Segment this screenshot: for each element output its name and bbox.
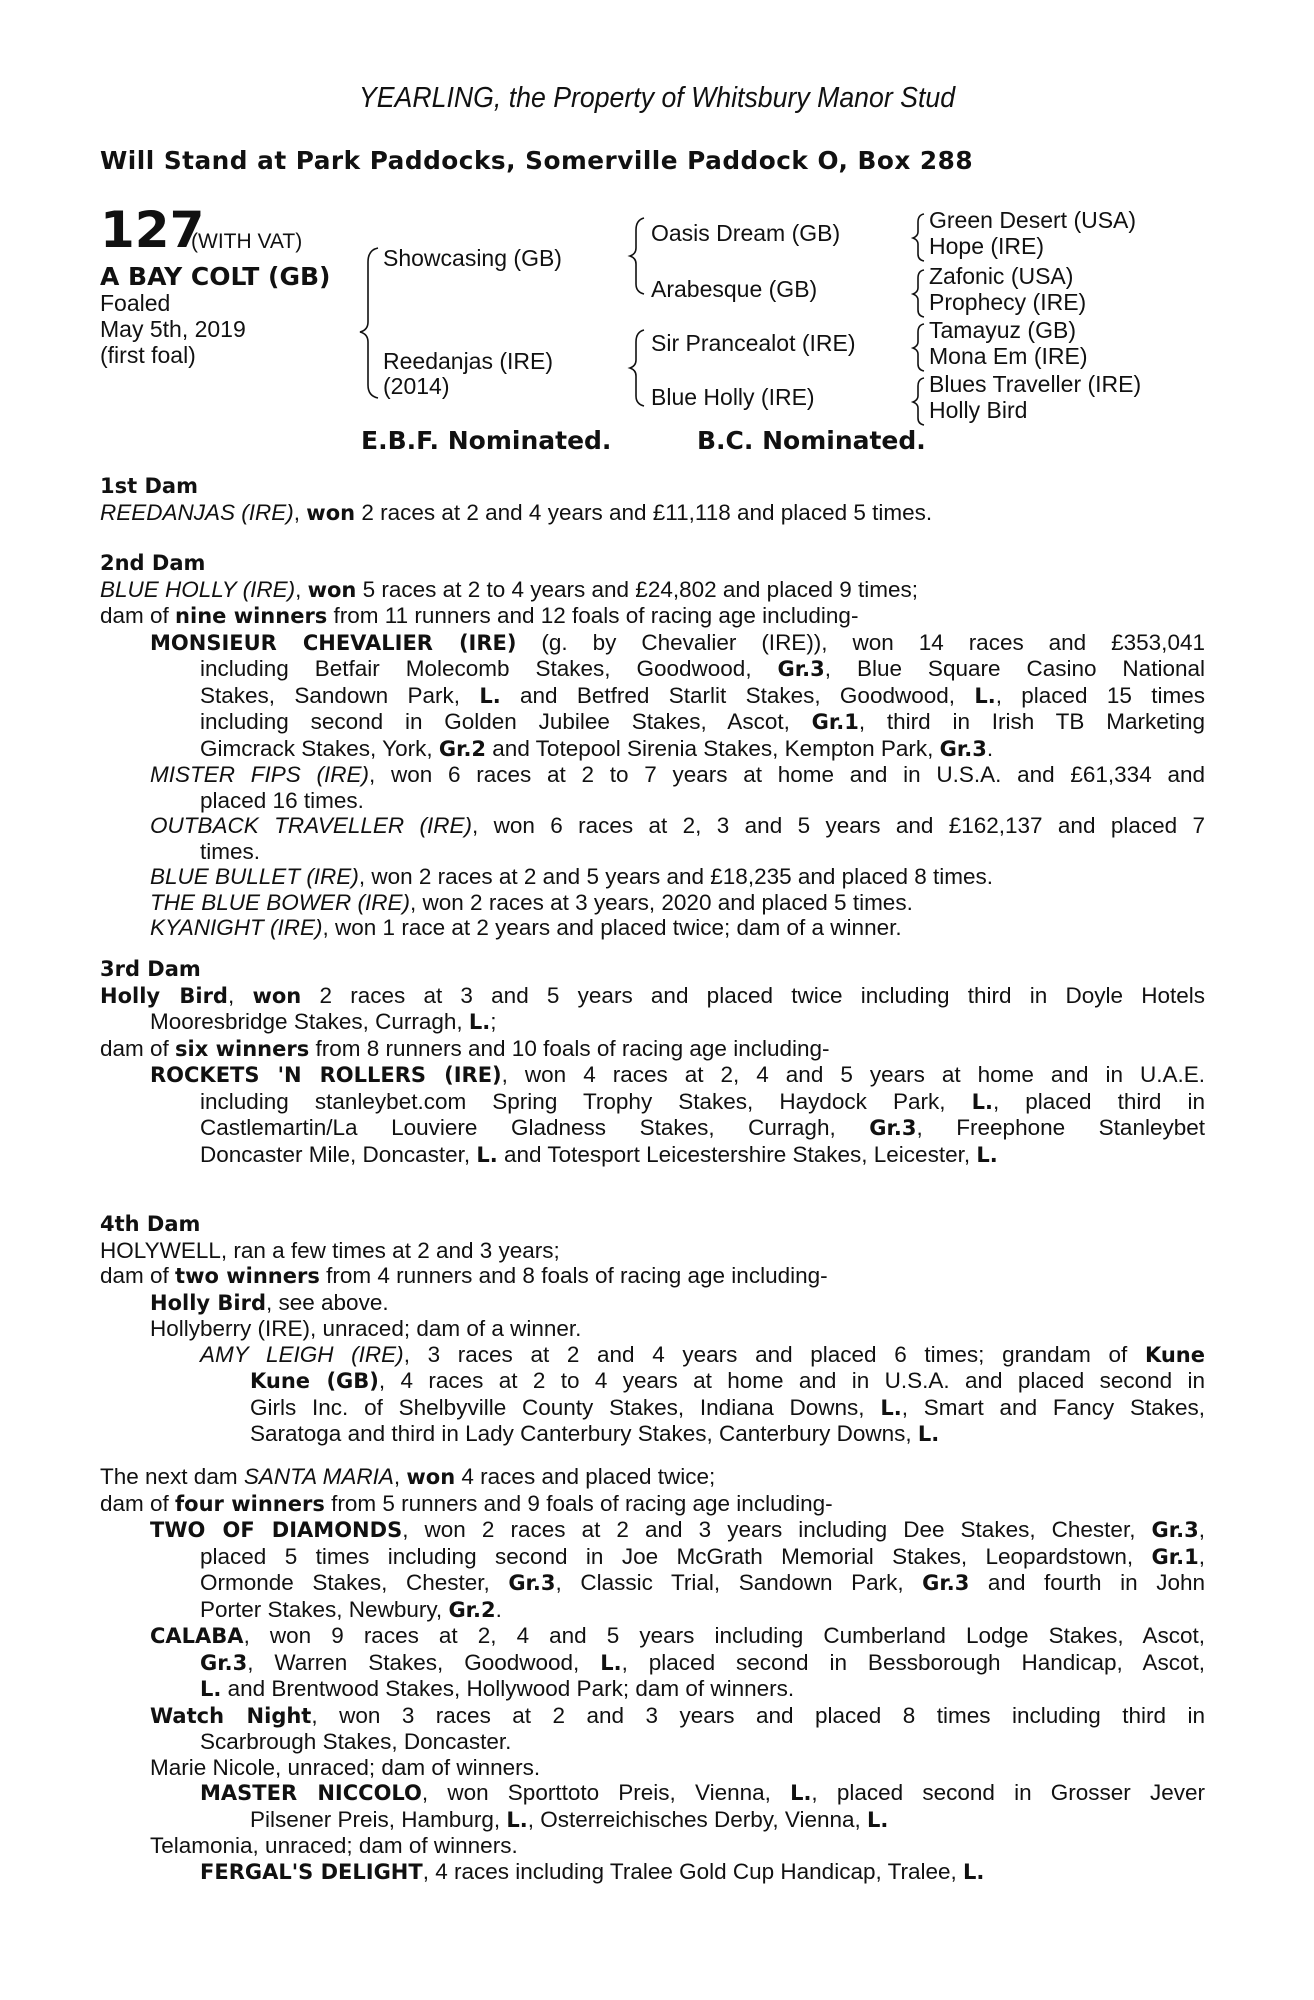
progeny-line: [100, 1807, 1205, 1834]
ebf-nominated: E.B.F. Nominated.: [361, 426, 612, 455]
text: , see above.: [266, 1289, 389, 1315]
text: , 4 races including Tralee Gold Cup Handicap, Tralee,: [422, 1858, 964, 1884]
text: ,: [393, 1464, 407, 1489]
foal-note: (first foal): [100, 342, 196, 368]
grade: L.: [506, 1807, 528, 1832]
grade: L.: [479, 683, 501, 708]
text: including second in Golden Jubilee Stakes, Ascot,: [200, 709, 812, 734]
winners-count: nine winners: [175, 604, 328, 628]
progeny-line: [100, 762, 1205, 788]
progeny-line: [100, 1703, 1205, 1730]
grade: L.: [974, 683, 996, 708]
horse-name: Watch Night: [150, 1703, 312, 1728]
third-dam-section: [100, 957, 1205, 1168]
text: Doncaster Mile, Doncaster,: [200, 1141, 477, 1167]
progeny-line: [100, 630, 1205, 657]
text: Castlemartin/La Louviere Gladness Stakes, Curragh,: [200, 1115, 870, 1140]
lot-number: 127: [100, 201, 205, 259]
text: and Betfred Starlit Stakes, Goodwood,: [500, 682, 975, 708]
text: dam of: [100, 1263, 176, 1288]
third-dam-record: Holly Bird, won 2 races at 3 and 5 years and placed twice including third in Doyle Hotels: [100, 982, 1205, 1008]
section-heading: 3rd Dam: [100, 957, 201, 981]
text: Stakes, Sandown Park,: [200, 682, 480, 708]
foaled-date: May 5th, 2019: [100, 316, 246, 342]
text: from 8 runners and 10 foals of racing age including-: [309, 1035, 830, 1061]
text: , placed second in Bessborough Handicap, Ascot,: [621, 1649, 1205, 1675]
horse-name: FERGAL'S DELIGHT: [200, 1859, 423, 1884]
horse-name: Kune: [1144, 1342, 1205, 1367]
horse-name: OUTBACK TRAVELLER (IRE): [150, 813, 473, 838]
text: The next dam: [100, 1464, 244, 1489]
produce-summary: [100, 1491, 1205, 1518]
grade: Gr.3: [939, 736, 987, 761]
next-dam-record: [100, 1464, 1205, 1491]
grade: L.: [476, 1142, 498, 1167]
grade: Gr.3: [869, 1116, 917, 1140]
winners-count: two winners: [175, 1264, 320, 1288]
progeny-line: [100, 1517, 1205, 1544]
text: , 4 races at 2 to 4 years at home and in U.S.A. and placed second in: [378, 1368, 1206, 1393]
text: , won 2 races at 3 years, 2020 and placed 5 times.: [410, 889, 913, 915]
record-text: 5 races at 2 to 4 years and £24,802 and placed 9 times;: [356, 576, 919, 602]
text: and Totesport Leicestershire Stakes, Leicester,: [497, 1141, 977, 1167]
progeny-line: [100, 1089, 1205, 1116]
progeny-line: [100, 709, 1205, 736]
grade: Gr.3: [777, 657, 825, 681]
brace-gen3-1: [913, 214, 924, 261]
gen3-4: Prophecy (IRE): [929, 289, 1087, 315]
text: from 5 runners and 9 foals of racing age including-: [324, 1490, 833, 1516]
text: , won 9 races at 2, 4 and 5 years including Cumberland Lodge Stakes, Ascot,: [243, 1623, 1205, 1648]
progeny-line: Scarbrough Stakes, Doncaster.: [200, 1729, 512, 1754]
grade: Gr.2: [448, 1597, 496, 1622]
text: dam of: [100, 1490, 176, 1516]
grade: Gr.1: [1151, 1544, 1199, 1569]
text: ;: [490, 1009, 497, 1034]
text: including stanleybet.com Spring Trophy Stakes, Haydock Park,: [200, 1088, 972, 1114]
text: Saratoga and third in Lady Canterbury Stakes, Canterbury Downs,: [250, 1421, 918, 1446]
grade: L.: [917, 1422, 940, 1446]
progeny-line: [100, 683, 1205, 710]
brace-gen2-dam: [630, 330, 644, 406]
text: ,: [1198, 1543, 1205, 1569]
grade: Gr.1: [811, 710, 859, 734]
text: , won 2 races at 2 and 3 years including Dee Stakes, Chester,: [402, 1517, 1152, 1542]
bc-nominated: B.C. Nominated.: [697, 426, 926, 455]
progeny-line: [100, 1597, 1205, 1624]
horse-name: MASTER NICCOLO: [200, 1781, 422, 1805]
section-heading: 2nd Dam: [100, 551, 206, 575]
horse-name: Kune (GB): [250, 1369, 379, 1393]
gen3-6: Mona Em (IRE): [929, 343, 1088, 369]
horse-name: Holly Bird: [100, 983, 228, 1008]
winners-count: four winners: [175, 1491, 325, 1516]
text: , placed third in: [992, 1088, 1205, 1114]
progeny-line: Marie Nicole, unraced; dam of winners.: [150, 1754, 541, 1780]
progeny-line: [100, 813, 1205, 839]
text: , Smart and Fancy Stakes,: [901, 1394, 1205, 1420]
dam: Reedanjas (IRE): [383, 348, 554, 374]
progeny-line: [100, 864, 1205, 890]
next-dam-section: [100, 1464, 1205, 1885]
progeny-line: [100, 1421, 1205, 1448]
dam-dam: Blue Holly (IRE): [651, 384, 815, 410]
progeny-line: [100, 890, 1205, 916]
gen3-3: Zafonic (USA): [929, 263, 1074, 289]
won-label: won: [306, 500, 356, 525]
progeny-line: placed 16 times.: [200, 787, 364, 813]
text: , won 2 races at 2 and 5 years and £18,235 and placed 8 times.: [358, 864, 993, 889]
second-dam-section: [100, 551, 1205, 941]
horse-name: REEDANJAS (IRE): [100, 499, 294, 525]
progeny-line: [100, 1650, 1205, 1677]
grade: L.: [790, 1781, 812, 1805]
horse-name: MISTER FIPS (IRE): [150, 762, 369, 787]
progeny-line: [100, 1623, 1205, 1650]
text: , won 3 races at 2 and 3 years and placed 8 times including third in: [311, 1702, 1205, 1728]
section-heading: 4th Dam: [100, 1212, 201, 1236]
text: and Brentwood Stakes, Hollywood Park; dam of winners.: [221, 1676, 795, 1701]
text: , placed second in Grosser Jever: [811, 1780, 1205, 1805]
text: Pilsener Preis, Hamburg,: [250, 1806, 507, 1832]
text: , won 6 races at 2 to 7 years at home and in U.S.A. and £61,334 and: [368, 762, 1205, 787]
text: , won 6 races at 2, 3 and 5 years and £162,137 and placed 7: [472, 813, 1205, 838]
foaled-label: Foaled: [100, 290, 171, 316]
horse-name: BLUE HOLLY (IRE): [100, 576, 296, 602]
horse-name: CALABA: [150, 1624, 244, 1648]
horse-name: TWO OF DIAMONDS: [150, 1518, 403, 1542]
text: , placed 15 times: [995, 682, 1205, 708]
brace-gen3-4: [913, 378, 924, 425]
record-text: 2 races at 2 and 4 years and £11,118 and placed 5 times.: [355, 499, 933, 525]
won-label: won: [307, 577, 357, 602]
text: from 4 runners and 8 foals of racing age including-: [319, 1263, 828, 1288]
progeny-line: [100, 1115, 1205, 1142]
progeny-line: [100, 1142, 1205, 1169]
text: placed 5 times including second in Joe McGrath Memorial Stakes, Leopardstown,: [200, 1543, 1152, 1569]
grade: L.: [976, 1142, 998, 1167]
gen3-2: Hope (IRE): [929, 233, 1045, 259]
grade: Gr.2: [438, 736, 487, 761]
text: Girls Inc. of Shelbyville County Stakes, Indiana Downs,: [250, 1394, 881, 1420]
first-dam-record: REEDANJAS (IRE), won 2 races at 2 and 4 years and £11,118 and placed 5 times.: [100, 499, 933, 525]
text: , third in Irish TB Marketing: [858, 709, 1206, 734]
section-heading: 1st Dam: [100, 474, 198, 498]
grade: Gr.3: [922, 1571, 970, 1595]
text: Gimcrack Stakes, York,: [200, 735, 439, 761]
text: dam of: [100, 603, 176, 628]
won-label: won: [252, 983, 302, 1008]
horse-name: THE BLUE BOWER (IRE): [150, 889, 411, 915]
horse-name: KYANIGHT (IRE): [150, 915, 323, 940]
first-dam-section: [100, 474, 1205, 526]
text: from 11 runners and 12 foals of racing age including-: [327, 603, 859, 628]
text: , Classic Trial, Sandown Park,: [555, 1570, 923, 1595]
record-line: [100, 1009, 1205, 1036]
text: 4 races and placed twice;: [455, 1464, 716, 1489]
lot-description: A BAY COLT (GB): [100, 262, 331, 291]
progeny-line: times.: [200, 838, 261, 864]
grade: Gr.3: [1151, 1518, 1199, 1542]
progeny-line: [100, 1859, 1205, 1886]
progeny-line: Hollyberry (IRE), unraced; dam of a winner.: [150, 1316, 582, 1341]
sire-sire: Oasis Dream (GB): [651, 220, 841, 246]
horse-name: BLUE BULLET (IRE): [150, 864, 359, 889]
brace-gen3-3: [913, 324, 924, 371]
sire: Showcasing (GB): [383, 245, 562, 271]
grade: L.: [880, 1395, 902, 1420]
sire-dam: Arabesque (GB): [651, 276, 818, 302]
text: Porter Stakes, Newbury,: [200, 1596, 449, 1622]
text: , Blue Square Casino National: [824, 656, 1205, 681]
gen3-5: Tamayuz (GB): [929, 317, 1076, 343]
horse-name: ROCKETS 'N ROLLERS (IRE): [150, 1063, 502, 1087]
grade: L.: [468, 1010, 491, 1034]
text: including Betfair Molecomb Stakes, Goodwood,: [200, 656, 778, 681]
progeny-line: [100, 1342, 1205, 1369]
text: , won 4 races at 2, 4 and 5 years at home and in U.A.E.: [501, 1062, 1206, 1087]
gen3-8: Holly Bird: [929, 397, 1028, 423]
second-dam-record: BLUE HOLLY (IRE), won 5 races at 2 to 4 years and £24,802 and placed 9 times;: [100, 576, 919, 602]
progeny-line: [100, 736, 1205, 763]
brace-gen2-sire: [630, 218, 644, 294]
gen3-7: Blues Traveller (IRE): [929, 371, 1142, 397]
vat-note: (WITH VAT): [191, 230, 303, 253]
catalogue-title: YEARLING, the Property of Whitsbury Manor Stud: [358, 82, 956, 114]
progeny-line: [100, 1395, 1205, 1422]
progeny-line: [100, 1570, 1205, 1597]
text: .: [495, 1596, 502, 1622]
progeny-line: [100, 1062, 1205, 1089]
progeny-line: Telamonia, unraced; dam of winners.: [150, 1833, 518, 1858]
text: Mooresbridge Stakes, Curragh,: [150, 1009, 469, 1034]
dam-year: (2014): [383, 373, 450, 399]
text: , Freephone Stanleybet: [916, 1115, 1205, 1140]
grade: Gr.3: [200, 1650, 248, 1675]
grade: L.: [963, 1859, 985, 1884]
brace-gen3-2: [913, 270, 924, 317]
text: and fourth in John: [969, 1570, 1205, 1595]
horse-name: SANTA MARIA: [243, 1464, 394, 1489]
dam-sire: Sir Prancealot (IRE): [651, 330, 856, 356]
horse-name: MONSIEUR CHEVALIER (IRE): [150, 630, 517, 655]
progeny-line: [100, 1290, 1205, 1317]
gen3-1: Green Desert (USA): [929, 207, 1137, 233]
grade: Gr.3: [508, 1571, 556, 1595]
grade: L.: [971, 1089, 993, 1114]
text: , 3 races at 2 and 4 years and placed 6 times; grandam of: [403, 1341, 1145, 1367]
produce-summary: [100, 1263, 1205, 1290]
progeny-line: [100, 1368, 1205, 1395]
grade: L.: [867, 1807, 889, 1832]
text: (g. by Chevalier (IRE)), won 14 races and £353,041: [516, 629, 1205, 655]
grade: L.: [600, 1650, 622, 1675]
progeny-line: [100, 656, 1205, 683]
text: dam of: [100, 1035, 176, 1061]
produce-summary: [100, 603, 1205, 630]
horse-name: AMY LEIGH (IRE): [200, 1341, 404, 1367]
produce-summary: [100, 1036, 1205, 1063]
text: , won Sporttoto Preis, Vienna,: [421, 1780, 791, 1805]
text: , Warren Stakes, Goodwood,: [247, 1649, 601, 1675]
won-label: won: [406, 1465, 456, 1489]
progeny-line: [100, 1780, 1205, 1807]
fourth-dam-section: [100, 1212, 1205, 1448]
text: and Totepool Sirenia Stakes, Kempton Park,: [486, 735, 940, 761]
text: ,: [1198, 1517, 1205, 1542]
winners-count: six winners: [175, 1036, 310, 1061]
grade: L.: [200, 1677, 222, 1701]
progeny-line: [100, 1676, 1205, 1703]
text: 2 races at 3 and 5 years and placed twice including third in Doyle Hotels: [301, 982, 1205, 1008]
text: , won 1 race at 2 years and placed twice; dam of a winner.: [322, 915, 902, 940]
text: .: [986, 735, 994, 761]
progeny-line: [100, 1544, 1205, 1571]
progeny-line: [100, 915, 1205, 941]
stand-location: Will Stand at Park Paddocks, Somerville Paddock O, Box 288: [100, 146, 974, 175]
brace-gen1: [360, 248, 378, 398]
text: Ormonde Stakes, Chester,: [200, 1570, 509, 1595]
horse-name: Holly Bird: [150, 1290, 266, 1315]
fourth-dam-record: HOLYWELL, ran a few times at 2 and 3 years;: [100, 1237, 560, 1263]
text: , Osterreichisches Derby, Vienna,: [527, 1806, 868, 1832]
